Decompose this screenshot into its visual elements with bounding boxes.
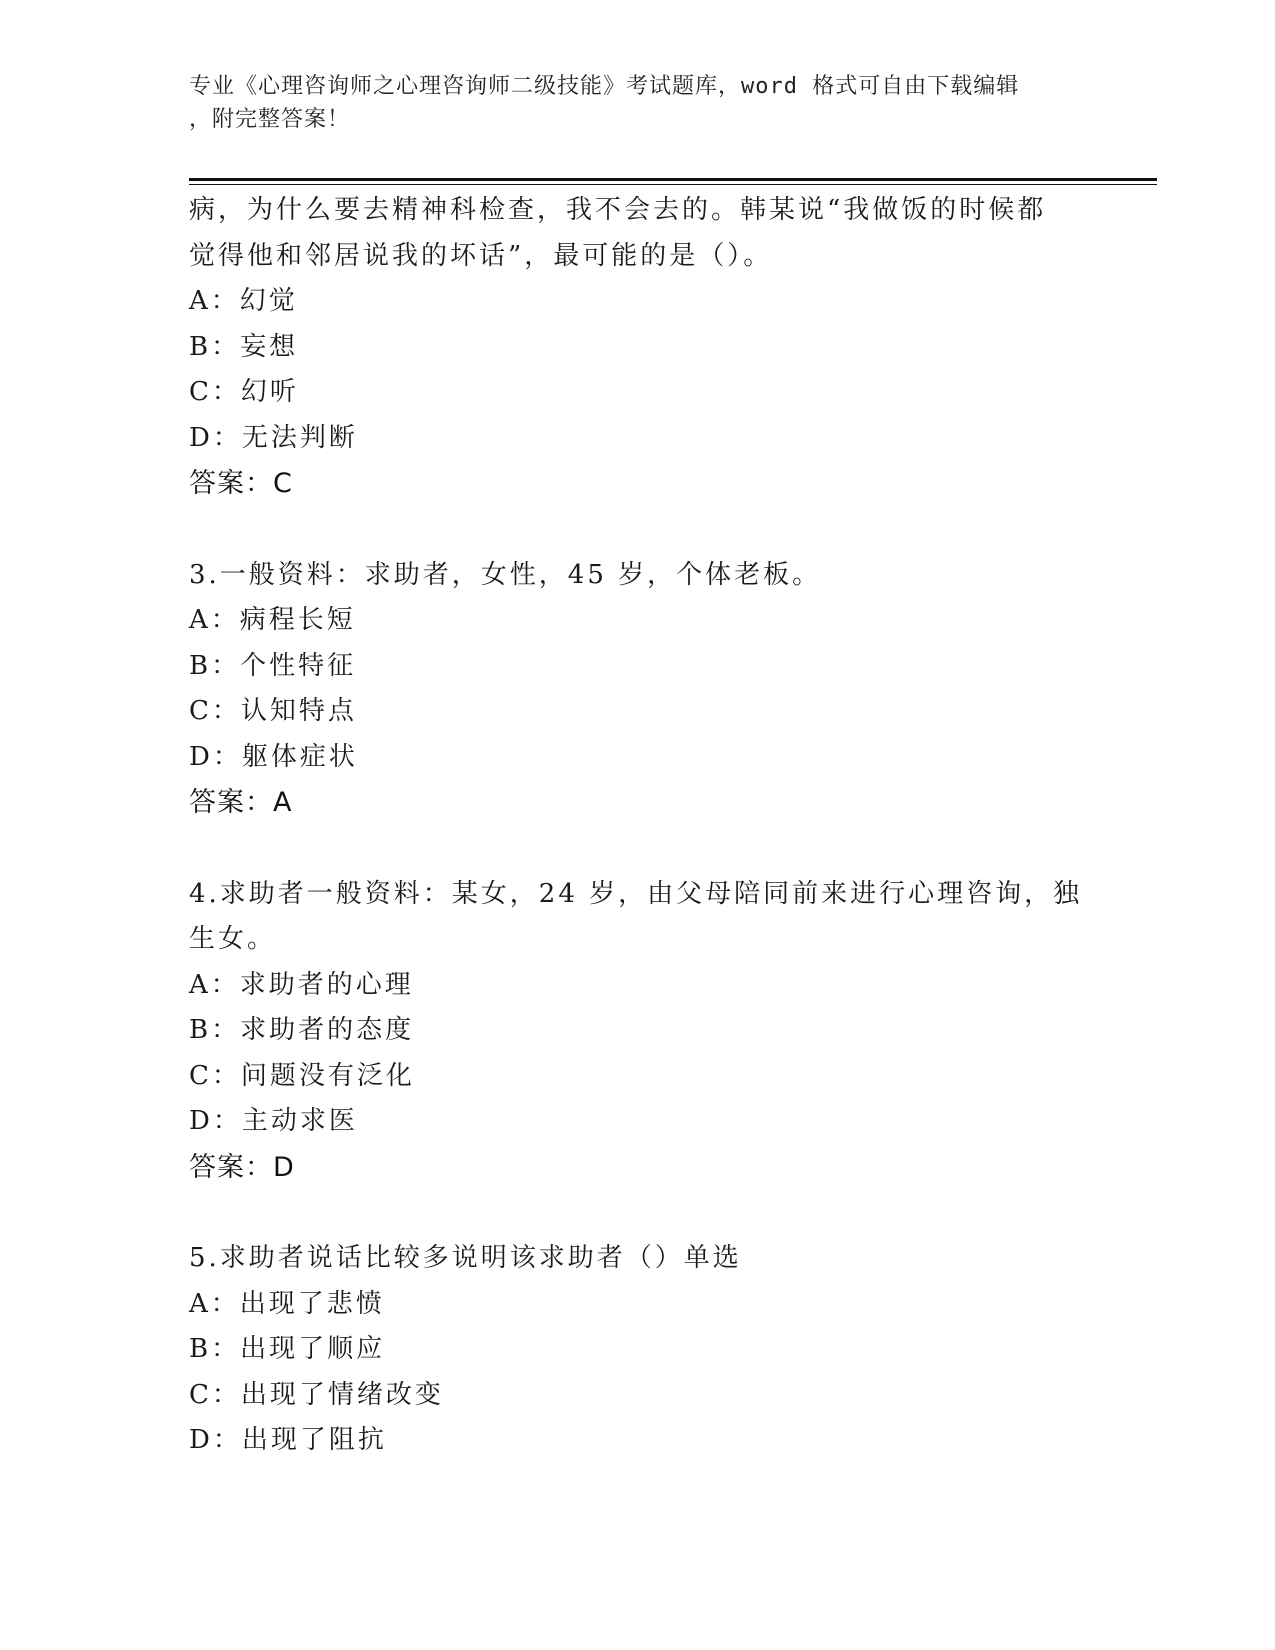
option-d: D：躯体症状 <box>189 741 358 772</box>
question-list <box>189 188 1083 1464</box>
option-c: C：问题没有泛化 <box>189 1060 415 1091</box>
option-c: C：幻听 <box>189 377 299 407</box>
question-stem-line: 生女。 <box>189 924 277 954</box>
header-divider-thin <box>189 184 1157 185</box>
answer-line: 答案：A <box>189 787 293 818</box>
option-a: A：病程长短 <box>189 605 356 635</box>
question-3 <box>189 553 1069 826</box>
header-line-1: 专业《心理咨询师之心理咨询师二级技能》考试题库，word 格式可自由下载编辑 <box>189 74 1020 99</box>
option-a: A：求助者的心理 <box>189 969 414 1000</box>
option-c: C：认知特点 <box>189 696 357 726</box>
spacer <box>189 1190 1069 1236</box>
option-d: D：无法判断 <box>189 422 358 453</box>
spacer <box>189 826 1069 872</box>
question-stem-line: 4.求助者一般资料：某女，24 岁，由父母陪同前来进行心理咨询，独 <box>189 878 1083 909</box>
header-line-2: ，附完整答案！ <box>189 107 351 132</box>
option-c: C：出现了情绪改变 <box>189 1379 444 1410</box>
option-b: B：出现了顺应 <box>189 1334 386 1364</box>
option-b: B：妄想 <box>189 331 299 362</box>
option-b: B：个性特征 <box>189 650 357 681</box>
answer-line: 答案：C <box>189 468 293 499</box>
option-b: B：求助者的态度 <box>189 1015 415 1045</box>
header-divider-thick <box>189 178 1157 181</box>
question-stem-line: 5.求助者说话比较多说明该求助者（）单选 <box>189 1243 742 1273</box>
answer-line: 答案：D <box>189 1151 295 1183</box>
question-4 <box>189 872 1083 1191</box>
option-d: D：主动求医 <box>189 1106 358 1136</box>
spacer <box>189 507 1069 553</box>
question-stem-line: 病，为什么要去精神科检查，我不会去的。韩某说“我做饭的时候都 <box>189 195 1047 225</box>
question-2 <box>189 188 1069 507</box>
question-5 <box>189 1236 1069 1464</box>
document-header <box>189 70 1089 136</box>
option-a: A：出现了悲愤 <box>189 1288 385 1319</box>
option-a: A：幻觉 <box>189 286 298 316</box>
option-d: D：出现了阻抗 <box>189 1425 387 1455</box>
question-stem-line: 觉得他和邻居说我的坏话”，最可能的是（）。 <box>189 240 773 271</box>
question-stem-line: 3.一般资料：求助者，女性，45 岁，个体老板。 <box>189 559 822 590</box>
